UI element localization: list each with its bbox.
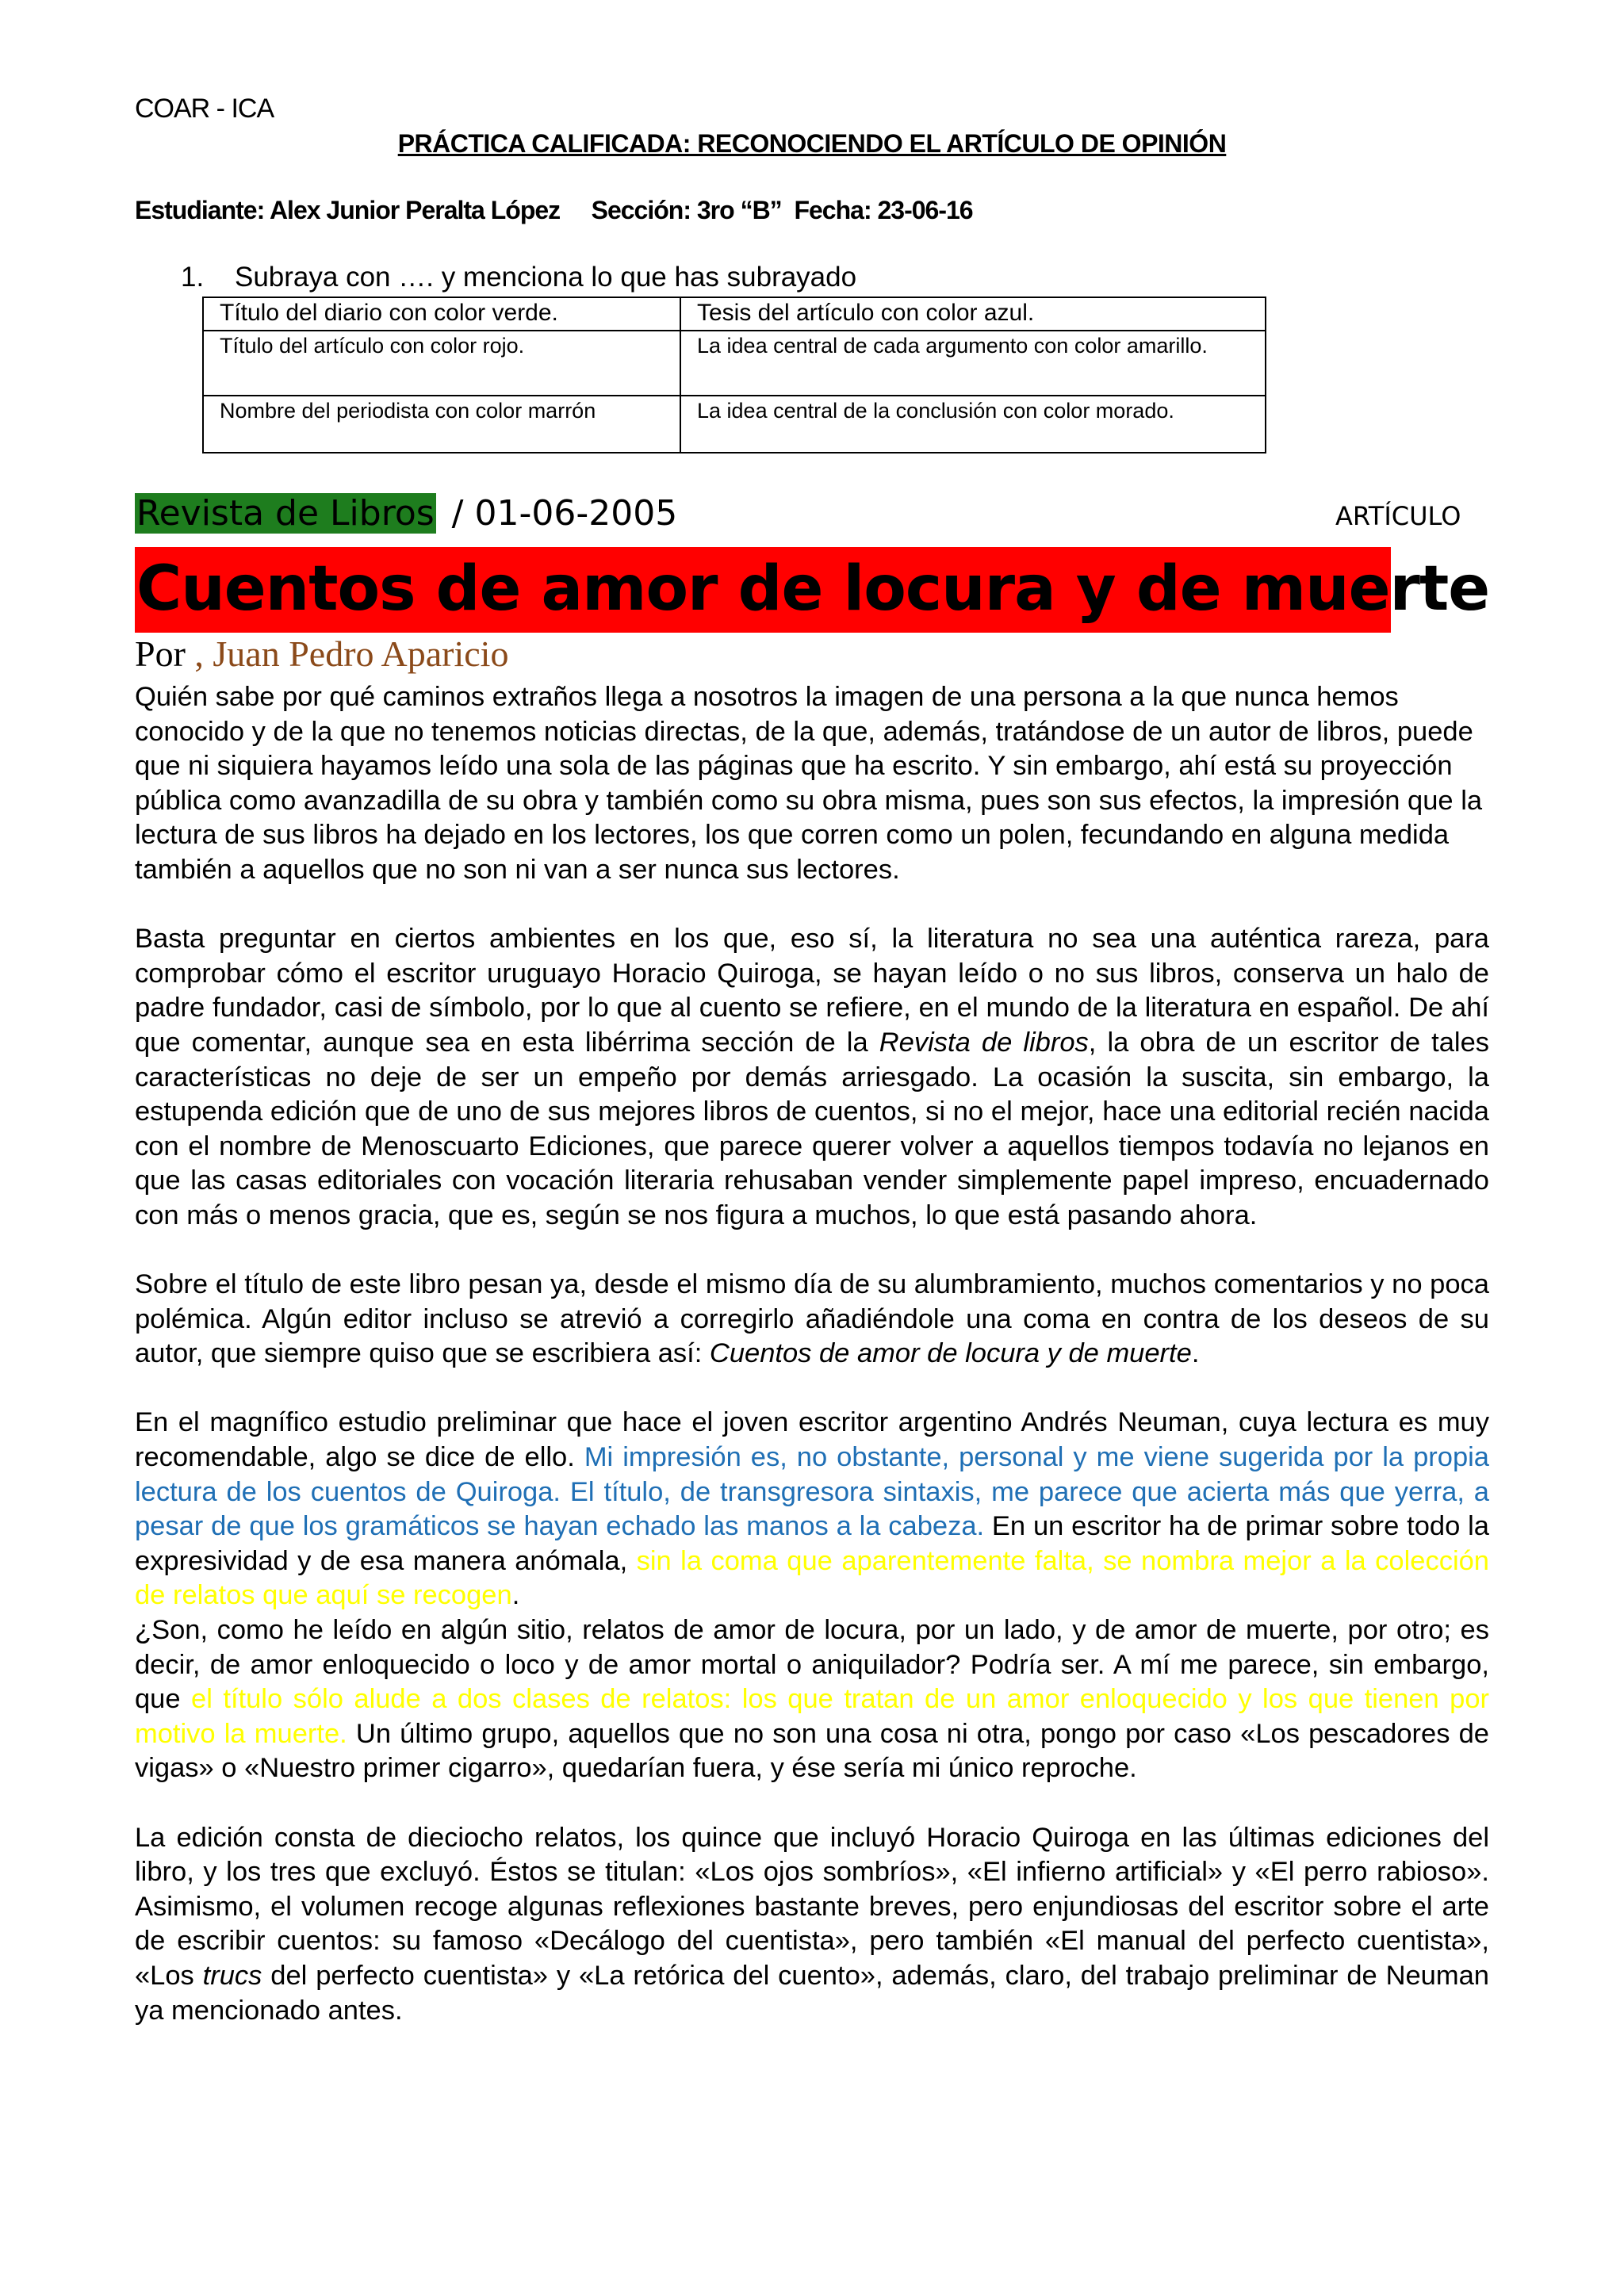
- article-body: [135, 680, 1489, 2063]
- argument-highlight: sin la coma que aparentemente falta, se nombra mejor a la colección de relatos que aquí se recogen: [135, 1545, 1489, 1611]
- page-title: PRÁCTICA CALIFICADA: RECONOCIENDO EL ARTÍCULO DE OPINIÓN: [397, 129, 1227, 158]
- text-run: , la obra de un escritor de tales características no deje de ser un empeño por demás arriesgado. La ocasión la suscita, sin embargo, la estupenda edición que de uno de sus mejores libros de cuentos, si no el mejor, hace una editorial recién nacida con el nombre de Menoscuarto Ediciones, que parece querer volver a aquellos tiempos todavía no lejanos en que las casas editoriales con vocación literaria rehusaban vender simplemente papel impreso, encuadernado con más o menos gracia, que es, según se nos figura a muchos, lo que está pasando ahora.: [135, 1027, 1490, 1230]
- byline: [135, 633, 508, 675]
- legend-table: [202, 297, 1266, 453]
- byline-prefix: Por: [135, 633, 195, 674]
- paragraph: [135, 1613, 1489, 1786]
- table-cell: La idea central de cada argumento con color amarillo.: [680, 331, 1266, 396]
- article-date: / 01-06-2005: [440, 493, 678, 534]
- text-run: .: [1191, 1338, 1200, 1369]
- text-run: .: [511, 1580, 520, 1611]
- headline-text: Cuentos de amor de locura y de muerte: [136, 553, 1490, 625]
- text-run: En un escritor ha de primar sobre todo la expresividad y de esa manera anómala,: [135, 1511, 1489, 1576]
- thesis-highlight: Mi impresión es, no obstante, personal y me viene sugerida por la propia lectura de los cuentos de Quiroga. El título, de transgresora sintaxis, me parece que acierta más que yerra, a pesar de que los gramáticos se hayan echado las manos a la cabeza.: [135, 1442, 1489, 1542]
- newspaper-title: Revista de Libros: [136, 493, 435, 534]
- instruction: [181, 262, 856, 293]
- paragraph: [135, 922, 1489, 1233]
- text-run: del perfecto cuentista» y «La retórica del cuento», además, claro, del trabajo preliminar de Neuman ya mencionado antes.: [135, 1960, 1489, 2026]
- article-source-line: [135, 493, 677, 534]
- text-run: La edición consta de dieciocho relatos, los quince que incluyó Horacio Quiroga en las últimas ediciones del libro, y los tres que excluyó. Éstos se titulan: «Los ojos sombríos», «El infierno artificial» y «El perro rabioso». Asimismo, el volumen recoge algunas reflexiones bastante breves, pero enjundiosas del escritor sobre el arte de escribir cuentos: su famoso «Decálogo del cuentista», pero también «El manual del perfecto cuentista», «Los: [135, 1822, 1489, 1991]
- table-cell: La idea central de la conclusión con color morado.: [680, 396, 1266, 453]
- text-run-italic: Revista de libros: [879, 1027, 1089, 1058]
- text-run: En el magnífico estudio preliminar que hace el joven escritor argentino Andrés Neuman, cuya lectura es muy recomendable, algo se dice de ello.: [135, 1407, 1489, 1473]
- student-info: Estudiante: Alex Junior Peralta López Sección: 3ro “B” Fecha: 23-06-16: [135, 196, 973, 224]
- text-run: Basta preguntar en ciertos ambientes en los que, eso sí, la literatura no sea una auténtica rareza, para comprobar cómo el escritor uruguayo Horacio Quiroga, se hayan leído o no sus libros, conserva un halo de padre fundador, casi de símbolo, por lo que al cuento se refiere, en el mundo de la literatura en español. De ahí que comentar, aunque sea en esta libérrima sección de la: [135, 924, 1489, 1058]
- paragraph: [135, 1406, 1489, 1613]
- table-cell: Tesis del artículo con color azul.: [680, 297, 1266, 331]
- paragraph: [135, 1821, 1489, 2029]
- table-row: [203, 396, 1266, 453]
- school-name: COAR - ICA: [135, 94, 274, 124]
- author-name: , Juan Pedro Aparicio: [194, 633, 509, 674]
- table-cell: Título del artículo con color rojo.: [203, 331, 680, 396]
- text-run-italic: Cuentos de amor de locura y de muerte: [709, 1338, 1192, 1369]
- text-run: ¿Son, como he leído en algún sitio, relatos de amor de locura, por un lado, y de amor de muerte, por otro; es decir, de amor enloquecido o loco y de amor mortal o aniquilador? Podría ser. A mí me parece, sin embargo, que: [135, 1615, 1489, 1715]
- instruction-text: Subraya con …. y menciona lo que has subrayado: [235, 262, 857, 293]
- article-kind: ARTÍCULO: [1335, 501, 1461, 531]
- text-run: Sobre el título de este libro pesan ya, desde el mismo día de su alumbramiento, muchos comentarios y no poca polémica. Algún editor incluso se atrevió a corregirlo añadiéndole una coma en contra de los deseos de su autor, que siempre quiso que se escribiera así:: [135, 1269, 1489, 1369]
- paragraph: [135, 1268, 1489, 1372]
- argument-highlight: el título sólo alude a dos clases de relatos: los que tratan de un amor enloquecido y los que tienen por motivo la muerte.: [135, 1684, 1489, 1749]
- table-cell: Nombre del periodista con color marrón: [203, 396, 680, 453]
- article-headline: [135, 547, 1490, 633]
- table-row: [203, 331, 1266, 396]
- table-cell: Título del diario con color verde.: [203, 297, 680, 331]
- text-run-italic: trucs: [202, 1960, 262, 1991]
- table-row: [203, 297, 1266, 331]
- paragraph: Quién sabe por qué caminos extraños llega a nosotros la imagen de una persona a la que nunca hemos conocido y de la que no tenemos noticias directas, de la que, además, tratándose de un autor de libros, puede que ni siquiera hayamos leído una sola de las páginas que ha escrito. Y sin embargo, ahí está su proyección pública como avanzadilla de su obra y también como su obra misma, pues son sus efectos, la impresión que la lectura de sus libros ha dejado en los lectores, los que corren como un polen, fecundando en alguna medida también a aquellos que no son ni van a ser nunca sus lectores.: [135, 682, 1483, 885]
- text-run: Un último grupo, aquellos que no son una cosa ni otra, pongo por caso «Los pescadores de vigas» o «Nuestro primer cigarro», quedarían fuera, y ése sería mi único reproche.: [135, 1718, 1489, 1784]
- instruction-number: 1.: [181, 262, 205, 293]
